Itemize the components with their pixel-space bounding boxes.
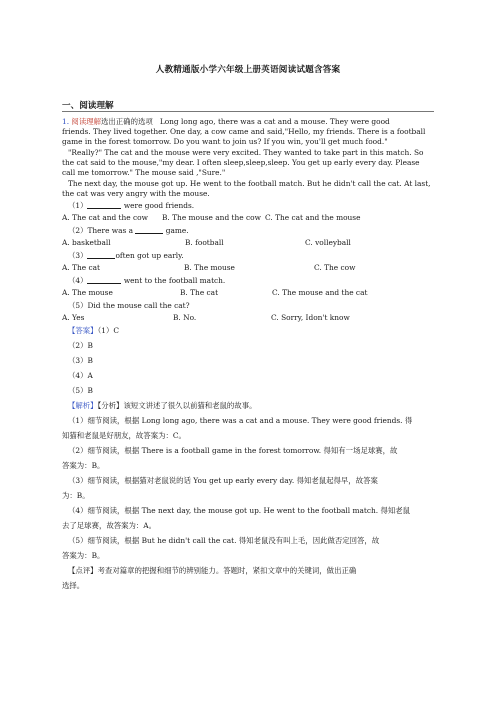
stem-prefix: （1） xyxy=(68,201,88,210)
passage-line: game in the forest tomorrow. Do you want to join us? If you win, you'll get much food." xyxy=(62,137,388,146)
option-a: A. The cat xyxy=(62,263,100,272)
option-b: B. football xyxy=(185,238,224,247)
analysis-line: 【点评】考查对篇章的把握和细节的辨别能力。答题时，紧扣文章中的关键词，做出正确 xyxy=(68,566,357,575)
option-b: B. The cat xyxy=(180,288,219,297)
stem-suffix: went to the football match. xyxy=(121,276,226,285)
analysis-line: 知猫和老鼠是好朋友，故答案为：C。 xyxy=(62,431,186,440)
passage-line: the cat said to the mouse,"my dear. I often sleep,sleep,sleep. You get up early every day. Please xyxy=(62,158,420,167)
question-stem xyxy=(68,226,444,236)
analysis-line: （3）细节阅读，根据猫对老鼠说的话 You get up early every day. 得知老鼠起得早，故答案 xyxy=(68,476,378,485)
stem-prefix: （4） xyxy=(68,276,88,285)
analysis-intro-line xyxy=(68,401,444,411)
section-divider xyxy=(62,111,434,112)
analysis-line: 答案为：B。 xyxy=(62,461,105,470)
passage-line: call me tomorrow." The mouse said ,"Sure." xyxy=(62,168,226,177)
answer-blank xyxy=(135,226,163,234)
question-instruction: 选出正确的选项 xyxy=(101,117,153,126)
passage-line: The next day, the mouse got up. He went to the football match. But he didn't call the cat. At last, xyxy=(68,179,431,188)
option-b: B. No. xyxy=(173,313,197,322)
analysis-line: 去了足球赛，故答案为：A。 xyxy=(62,521,157,530)
question-header xyxy=(62,117,438,127)
analysis-line: （1）细节阅读，根据 Long long ago, there was a cat and a mouse. They were good friends. 得 xyxy=(68,416,413,425)
option-c: C. The cow xyxy=(314,263,356,272)
analysis-intro: 【分析】该短文讲述了很久以前猫和老鼠的故事。 xyxy=(97,401,257,410)
answer-label: 【答案】 xyxy=(68,326,98,335)
analysis-line: （4）细节阅读，根据 The next day, the mouse got up. He went to the football match. 得知老鼠 xyxy=(68,506,411,515)
analysis-label: 【解析】 xyxy=(68,401,98,410)
analysis-line: 选择。 xyxy=(62,581,85,590)
passage-line: "Really?" The cat and the mouse were very excited. They wanted to take part in this match. So xyxy=(68,148,424,157)
question-stem xyxy=(68,276,444,286)
answer-item: （2）B xyxy=(68,341,93,350)
stem-prefix: （2）There was a xyxy=(68,226,136,235)
option-a: A. basketball xyxy=(62,238,111,247)
question-stem xyxy=(68,201,444,211)
stem-suffix: often got up early. xyxy=(115,251,184,260)
document-title: 人教精通版小学六年级上册英语阅读试题含答案 xyxy=(155,65,341,75)
answer-blank xyxy=(87,251,115,259)
question-stem: （5）Did the mouse call the cat? xyxy=(68,301,190,310)
passage-line: the cat was very angry with the mouse. xyxy=(62,189,210,198)
analysis-line: （2）细节阅读，根据 There is a football game in the forest tomorrow. 得知有一场足球赛，故 xyxy=(68,446,398,455)
option-c: C. Sorry, Idon't know xyxy=(271,313,350,322)
passage-line: Long long ago, there was a cat and a mouse. They were good xyxy=(159,117,390,126)
answer-item: （1）C xyxy=(97,326,120,335)
answer-item: （3）B xyxy=(68,356,93,365)
answer-item: （4）A xyxy=(68,371,93,380)
answer-blank xyxy=(87,276,121,284)
stem-prefix: （3） xyxy=(68,251,88,260)
stem-suffix: were good friends. xyxy=(121,201,195,210)
question-stem xyxy=(68,251,444,261)
option-a: A. Yes xyxy=(62,313,85,322)
option-b: B. The mouse and the cow xyxy=(162,213,261,222)
answer-blank xyxy=(87,201,121,209)
option-a: A. The cat and the cow xyxy=(62,213,148,222)
answer-line xyxy=(68,326,444,336)
option-c: C. The mouse and the cat xyxy=(272,288,368,297)
option-c: C. volleyball xyxy=(305,238,351,247)
stem-suffix: game. xyxy=(163,226,189,235)
option-c: C. The cat and the mouse xyxy=(265,213,361,222)
analysis-line: 为：B。 xyxy=(62,491,90,500)
question-number: 1. xyxy=(62,117,70,126)
analysis-line: （5）细节阅读，根据 But he didn't call the cat. 得知老鼠没有叫上毛，因此做否定回答，故 xyxy=(68,536,380,545)
analysis-line: 答案为：B。 xyxy=(62,551,105,560)
question-tag: 阅读理解 xyxy=(71,117,101,126)
option-b: B. The mouse xyxy=(184,263,235,272)
section-heading: 一、阅读理解 xyxy=(62,101,114,111)
passage-line: friends. They lived together. One day, a cow came and said,"Hello, my friends. There is a football xyxy=(62,127,426,136)
option-a: A. The mouse xyxy=(62,288,113,297)
answer-item: （5）B xyxy=(68,386,93,395)
